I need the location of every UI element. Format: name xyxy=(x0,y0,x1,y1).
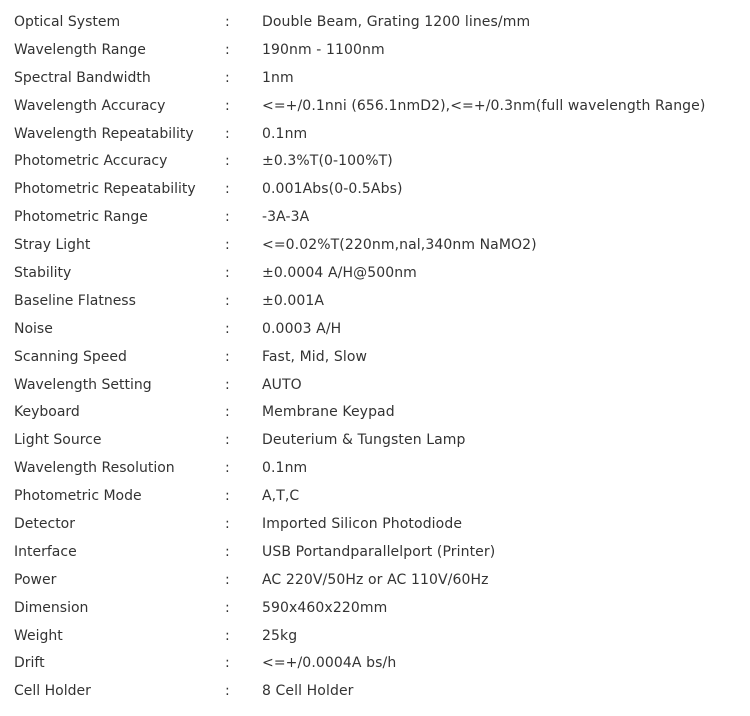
spec-row xyxy=(0,622,750,650)
spec-separator: : xyxy=(225,571,230,588)
spec-value: 25kg xyxy=(262,627,298,644)
spec-separator: : xyxy=(225,13,230,30)
spec-separator: : xyxy=(225,599,230,616)
spec-label: Wavelength Setting xyxy=(14,376,152,393)
spec-value: 0.1nm xyxy=(262,125,308,142)
spec-label: Weight xyxy=(14,627,63,644)
spec-label: Stability xyxy=(14,264,72,281)
spec-separator: : xyxy=(225,432,230,449)
spec-separator: : xyxy=(225,41,230,58)
spec-row xyxy=(0,259,750,287)
spec-row xyxy=(0,454,750,482)
spec-row xyxy=(0,398,750,426)
spec-row xyxy=(0,64,750,92)
spec-value: 190nm - 1100nm xyxy=(262,41,385,58)
spec-separator: : xyxy=(225,460,230,477)
spec-value: 0.1nm xyxy=(262,460,308,477)
spec-separator: : xyxy=(225,683,230,700)
spec-separator: : xyxy=(225,237,230,254)
spec-row xyxy=(0,343,750,371)
spec-value: 8 Cell Holder xyxy=(262,683,354,700)
spec-separator: : xyxy=(225,515,230,532)
spec-value: 0.0003 A/H xyxy=(262,320,342,337)
spec-value: <=0.02%T(220nm,nal,340nm NaMO2) xyxy=(262,237,537,254)
spec-row xyxy=(0,36,750,64)
spec-value: Membrane Keypad xyxy=(262,404,395,421)
spec-row xyxy=(0,175,750,203)
spec-separator: : xyxy=(225,404,230,421)
spec-row xyxy=(0,92,750,120)
spec-label: Cell Holder xyxy=(14,683,91,700)
spec-label: Dimension xyxy=(14,599,89,616)
spec-separator: : xyxy=(225,348,230,365)
spec-label: Scanning Speed xyxy=(14,348,127,365)
spec-row xyxy=(0,203,750,231)
spec-value: Imported Silicon Photodiode xyxy=(262,515,463,532)
spec-value: <=+/0.1nni (656.1nmD2),<=+/0.3nm(full wavelength Range) xyxy=(262,97,706,114)
spec-label: Photometric Mode xyxy=(14,488,142,505)
spec-value: A,T,C xyxy=(262,488,300,505)
spec-value: 1nm xyxy=(262,69,294,86)
spec-label: Stray Light xyxy=(14,237,91,254)
spec-label: Wavelength Repeatability xyxy=(14,125,194,142)
spec-value: AUTO xyxy=(262,376,302,393)
spec-label: Light Source xyxy=(14,432,102,449)
spec-value: AC 220V/50Hz or AC 110V/60Hz xyxy=(262,571,489,588)
spec-separator: : xyxy=(225,69,230,86)
spec-label: Photometric Repeatability xyxy=(14,181,196,198)
spec-label: Noise xyxy=(14,320,53,337)
spec-label: Power xyxy=(14,571,57,588)
spec-value: Fast, Mid, Slow xyxy=(262,348,368,365)
spec-separator: : xyxy=(225,292,230,309)
spec-label: Optical System xyxy=(14,13,121,30)
spec-value: -3A-3A xyxy=(262,209,310,226)
spec-separator: : xyxy=(225,543,230,560)
spec-label: Spectral Bandwidth xyxy=(14,69,151,86)
spec-row xyxy=(0,371,750,399)
spec-value: 0.001Abs(0-0.5Abs) xyxy=(262,181,403,198)
spec-separator: : xyxy=(225,655,230,672)
spec-row xyxy=(0,482,750,510)
spec-separator: : xyxy=(225,488,230,505)
spec-separator: : xyxy=(225,209,230,226)
spec-label: Photometric Range xyxy=(14,209,148,226)
spec-row xyxy=(0,566,750,594)
spec-label: Detector xyxy=(14,515,76,532)
spec-value: Deuterium & Tungsten Lamp xyxy=(262,432,466,449)
spec-row xyxy=(0,147,750,175)
spec-label: Baseline Flatness xyxy=(14,292,136,309)
spec-value: ±0.3%T(0-100%T) xyxy=(262,153,393,170)
spec-value: ±0.001A xyxy=(262,292,325,309)
spec-value: USB Portandparallelport (Printer) xyxy=(262,543,496,560)
spec-label: Wavelength Resolution xyxy=(14,460,175,477)
spec-row xyxy=(0,426,750,454)
spec-row xyxy=(0,594,750,622)
spec-row xyxy=(0,510,750,538)
spec-value: 590x460x220mm xyxy=(262,599,388,616)
spec-label: Interface xyxy=(14,543,77,560)
spec-value: Double Beam, Grating 1200 lines/mm xyxy=(262,13,531,30)
spec-label: Photometric Accuracy xyxy=(14,153,168,170)
spec-label: Wavelength Range xyxy=(14,41,146,58)
spec-row xyxy=(0,287,750,315)
spec-separator: : xyxy=(225,627,230,644)
spec-row xyxy=(0,8,750,36)
spec-separator: : xyxy=(225,125,230,142)
spec-separator: : xyxy=(225,153,230,170)
spec-value: <=+/0.0004A bs/h xyxy=(262,655,397,672)
spec-separator: : xyxy=(225,376,230,393)
spec-row xyxy=(0,120,750,148)
spec-label: Drift xyxy=(14,655,45,672)
spec-label: Wavelength Accuracy xyxy=(14,97,166,114)
spec-row xyxy=(0,231,750,259)
spec-separator: : xyxy=(225,181,230,198)
spec-separator: : xyxy=(225,264,230,281)
spec-value: ±0.0004 A/H@500nm xyxy=(262,264,417,281)
spec-row xyxy=(0,677,750,705)
spec-row xyxy=(0,315,750,343)
spec-row xyxy=(0,538,750,566)
spec-row xyxy=(0,649,750,677)
spec-separator: : xyxy=(225,320,230,337)
spec-label: Keyboard xyxy=(14,404,80,421)
spec-separator: : xyxy=(225,97,230,114)
